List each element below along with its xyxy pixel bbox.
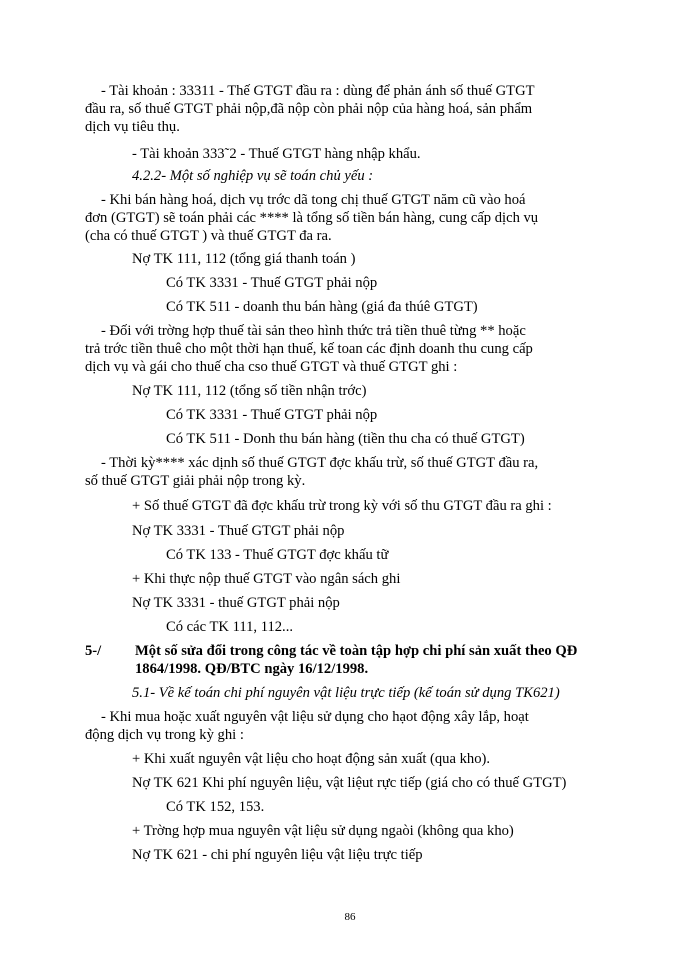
text-line: dịch vụ và gái cho thuế cha cso thuế GTGT và thuế GTGT ghi : <box>85 359 458 375</box>
section-heading: 4.2.2- Một số nghiệp vụ sẽ toán chủ yếu : <box>132 168 374 184</box>
text-line: trả trớc tiền thuê cho một thời hạn thuế, kế toan các định doanh thu cung cấp <box>85 341 533 357</box>
journal-credit: Có TK 3331 - Thuế GTGT phải nộp <box>166 407 378 423</box>
text-line: - Khi bán hàng hoá, dịch vụ trớc dã tong chị thuế GTGT năm cũ vào hoá <box>101 192 526 208</box>
journal-credit: Có TK 152, 153. <box>166 799 265 815</box>
journal-credit: Có TK 511 - doanh thu bán hàng (giá đa thúê GTGT) <box>166 299 478 315</box>
text-line: đầu ra, số thuế GTGT phải nộp,đã nộp còn phải nộp của hàng hoá, sản phẩm <box>85 101 533 117</box>
text-line: động dịch vụ trong kỳ ghi : <box>85 727 244 743</box>
section-number: 5-/ <box>85 643 102 659</box>
journal-credit: Có TK 511 - Donh thu bán hàng (tiền thu cha có thuế GTGT) <box>166 431 525 447</box>
subsection-heading: 5.1- Về kế toán chi phí nguyên vật liệu trực tiếp (kế toán sử dụng TK621) <box>132 685 560 701</box>
journal-credit: Có các TK 111, 112... <box>166 619 293 635</box>
section-title: Một số sửa đổi trong công tác về toàn tập hợp chi phí sản xuất theo QĐ <box>135 643 578 659</box>
journal-debit: Nợ TK 3331 - thuế GTGT phải nộp <box>132 595 340 611</box>
journal-credit: Có TK 133 - Thuế GTGT đợc khấu tữ <box>166 547 389 563</box>
text-line: + Khi xuất nguyên vật liệu cho hoạt động sản xuất (qua kho). <box>132 751 490 767</box>
text-line: + Trờng hợp mua nguyên vật liệu sử dụng ngaòi (không qua kho) <box>132 823 514 839</box>
text-line: + Khi thực nộp thuế GTGT vào ngân sách ghi <box>132 571 401 587</box>
journal-debit: Nợ TK 111, 112 (tổng số tiền nhận trớc) <box>132 383 367 399</box>
text-line: dịch vụ tiêu thụ. <box>85 119 180 135</box>
journal-credit: Có TK 3331 - Thuế GTGT phải nộp <box>166 275 378 291</box>
text-line: số thuế GTGT giải phải nộp trong kỳ. <box>85 473 306 489</box>
page-number: 86 <box>344 911 356 923</box>
section-title: 1864/1998. QĐ/BTC ngày 16/12/1998. <box>135 661 369 677</box>
text-line: - Khi mua hoặc xuất nguyên vật liệu sử dụng cho hạot động xây lắp, hoạt <box>101 709 529 725</box>
text-line: - Đối với trờng hợp thuế tài sản theo hình thức trả tiền thuê từng ** hoặc <box>101 323 526 339</box>
journal-debit: Nợ TK 111, 112 (tổng giá thanh toán ) <box>132 251 356 267</box>
journal-debit: Nợ TK 621 - chi phí nguyên liệu vật liệu trực tiếp <box>132 847 423 863</box>
text-line: (cha có thuế GTGT ) và thuế GTGT đa ra. <box>85 228 332 244</box>
text-line: + Số thuế GTGT đã đợc khấu trừ trong kỳ với số thu GTGT đầu ra ghi : <box>132 498 552 514</box>
journal-debit: Nợ TK 3331 - Thuế GTGT phải nộp <box>132 523 345 539</box>
text-line: đơn (GTGT) sẽ toán phải các **** là tổng số tiền bán hàng, cung cấp dịch vụ <box>85 210 539 226</box>
text-line: - Thời kỳ**** xác dịnh số thuế GTGT đợc khấu trừ, số thuế GTGT đầu ra, <box>101 455 539 471</box>
text-line: - Tài khoản : 33311 - Thế GTGT đầu ra : dùng để phản ánh số thuế GTGT <box>101 83 535 99</box>
journal-debit: Nợ TK 621 Khi phí nguyên liệu, vật liệut rực tiếp (giá cho có thuế GTGT) <box>132 775 567 791</box>
text-line: - Tài khoản 333˜2 - Thuế GTGT hàng nhập khẩu. <box>132 146 421 162</box>
